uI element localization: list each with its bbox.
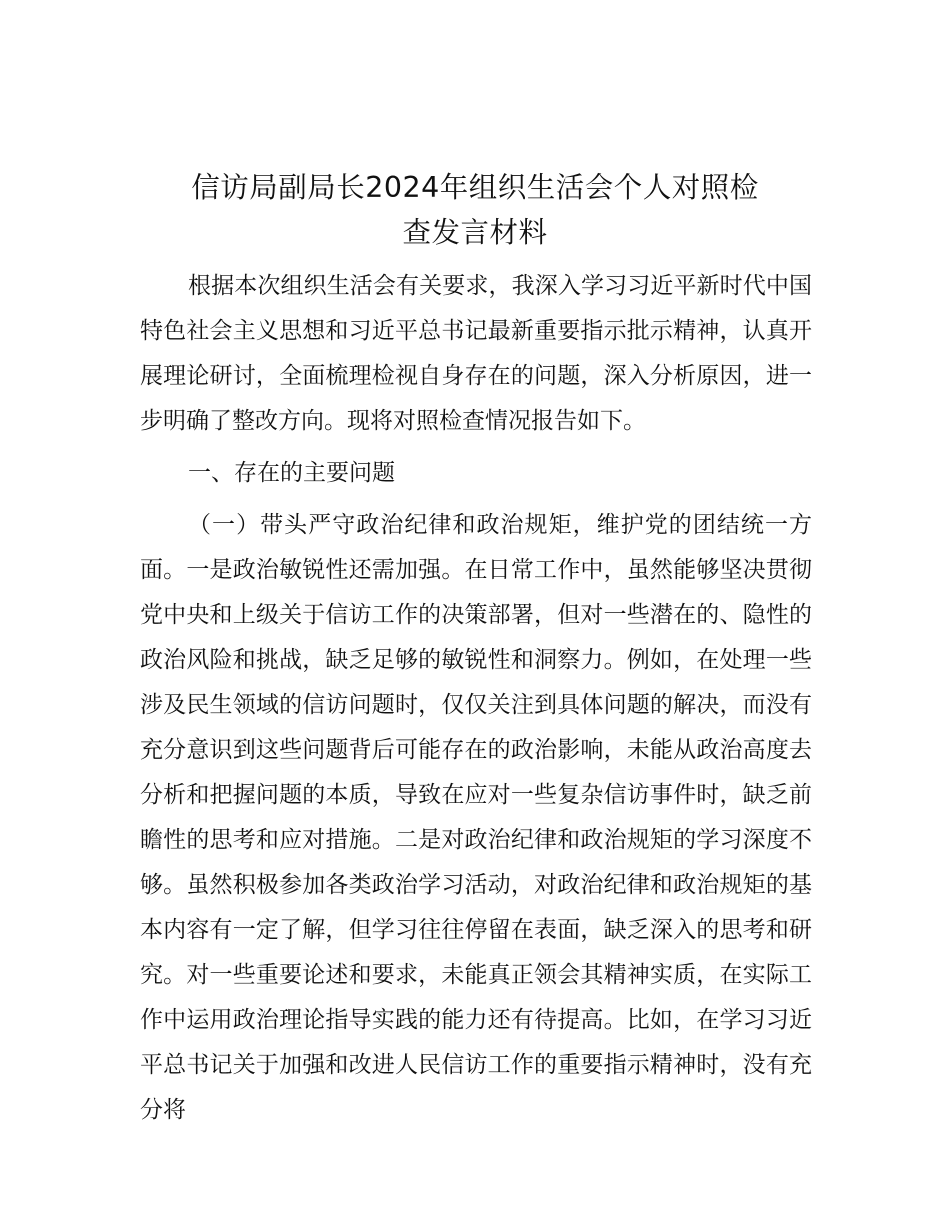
document-body: [140, 264, 812, 1133]
title-line-1: 信访局副局长2024年组织生活会个人对照检: [191, 171, 759, 204]
document-title: [140, 165, 810, 255]
title-line-2: 查发言材料: [402, 216, 548, 249]
section-paragraph: （一）带头严守政治纪律和政治规矩，维护党的团结统一方面。一是政治敏锐性还需加强。在日常工作中，虽然能够坚决贯彻党中央和上级关于信访工作的决策部署，但对一些潜在的、隐性的政治风险和挑战，缺乏足够的敏锐性和洞察力。例如，在处理一些涉及民生领域的信访问题时，仅仅关注到具体问题的解决，而没有充分意识到这些问题背后可能存在的政治影响，未能从政治高度去分析和把握问题的本质，导致在应对一些复杂信访事件时，缺乏前瞻性的思考和应对措施。二是对政治纪律和政治规矩的学习深度不够。虽然积极参加各类政治学习活动，对政治纪律和政治规矩的基本内容有一定了解，但学习往往停留在表面，缺乏深入的思考和研究。对一些重要论述和要求，未能真正领会其精神实质，在实际工作中运用政治理论指导实践的能力还有待提高。比如，在学习习近平总书记关于加强和改进人民信访工作的重要指示精神时，没有充分将: [140, 512, 812, 1123]
section-heading: 一、存在的主要问题: [188, 460, 395, 486]
intro-paragraph: 根据本次组织生活会有关要求，我深入学习习近平新时代中国特色社会主义思想和习近平总书记最新重要指示批示精神，认真开展理论研讨，全面梳理检视自身存在的问题，深入分析原因，进一步明确了整改方向。现将对照检查情况报告如下。: [140, 273, 812, 434]
